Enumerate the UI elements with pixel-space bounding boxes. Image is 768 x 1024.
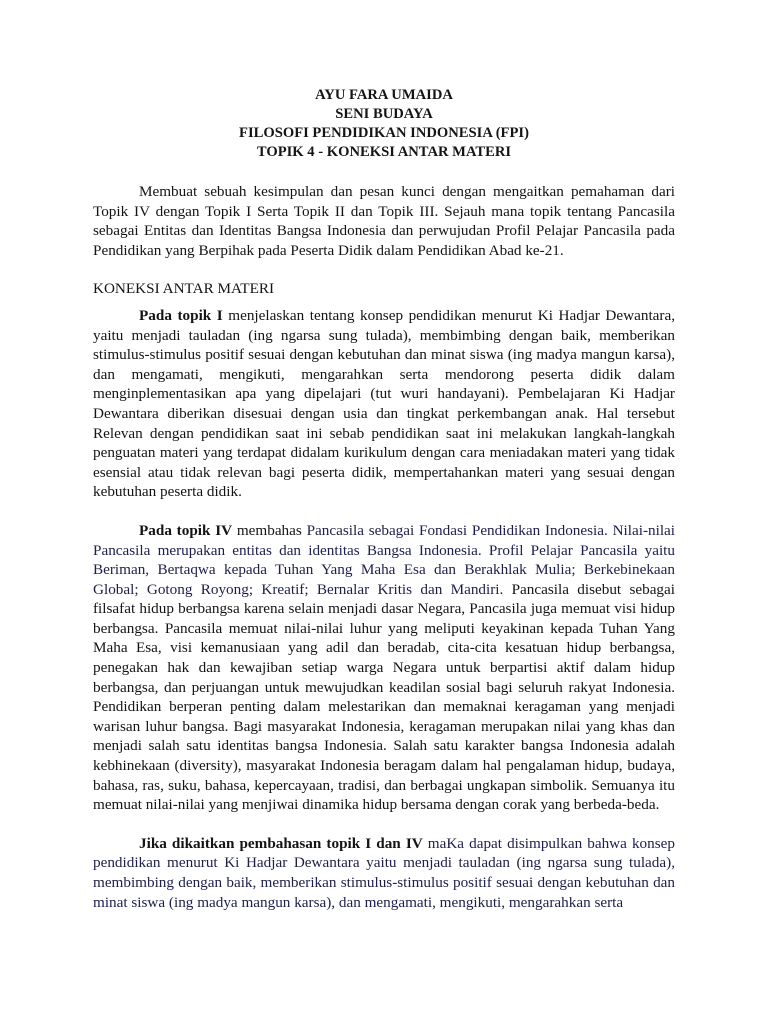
intro-paragraph: Membuat sebuah kesimpulan dan pesan kunci dengan mengaitkan pemahaman dari Topik IV dengan Topik I Serta Topik II dan Topik III. Sejauh mana topik tentang Pancasila sebagai Entitas dan Identitas Bangsa Indonesia dan perwujudan Profil Pelajar Pancasila pada Pendidikan yang Berpihak pada Peserta Didik dalam Pendidikan Abad ke-21. bbox=[93, 183, 675, 259]
subject-title: SENI BUDAYA bbox=[335, 106, 433, 122]
paragraph-topik-4-verb: membahas bbox=[232, 521, 307, 539]
paragraph-kaitan bbox=[93, 834, 675, 912]
paragraph-topik-4-highlight: Pancasila sebagai Fondasi Pendidikan Indonesia. Nilai-nilai Pancasila merupakan entitas dan identitas Bangsa Indonesia. Profil Pelajar Pancasila yaitu Beriman, Bertaqwa kepada Tuhan Yang Maha Esa dan Berakhlak Mulia; Berkebinekaan Global; Gotong Royong; Kreatif; Bernalar Kritis dan Mandiri. bbox=[93, 521, 675, 598]
topic-title: TOPIK 4 - KONEKSI ANTAR MATERI bbox=[256, 144, 512, 160]
paragraph-topik-1 bbox=[93, 306, 675, 502]
section-heading: KONEKSI ANTAR MATERI bbox=[93, 280, 275, 298]
paragraph-topik-4-body: Pancasila disebut sebagai filsafat hidup berbangsa karena selain menjadi dasar Negara, Pancasila juga memuat visi hidup berbangsa. Pancasila memuat nilai-nilai luhur yang meliputi keyakinan kepada Tuhan Yang Maha Esa, visi kemanusiaan yang adil dan beradab, cita-cita kesatuan hidup berbangsa, penegakan hak dan kewajiban setiap warga Negara untuk berpartisi aktif dalam hidup berbangsa, dan perjuangan untuk mewujudkan keadilan sosial bagi seluruh rakyat Indonesia. Pendidikan berperan penting dalam melestarikan dan memaknai keragaman yang menjadi warisan luhur bangsa. Bagi masyarakat Indonesia, keragaman merupakan nilai yang khas dan menjadi salah satu identitas bangsa Indonesia. Salah satu karakter bangsa Indonesia adalah kebhinekaan (diversity), masyarakat Indonesia beragam dalam hal pengalaman hidup, budaya, bahasa, ras, suku, bahasa, kepercayaan, tradisi, dan berbagai ungkapan simbolik. Semuanya itu memuat nilai-nilai yang menjiwai dinamika hidup bersama dengan corak yang berbeda-beda. bbox=[93, 580, 675, 814]
author-name: AYU FARA UMAIDA bbox=[315, 87, 453, 103]
paragraph-topik-1-body: menjelaskan tentang konsep pendidikan menurut Ki Hadjar Dewantara, yaitu menjadi tauladan (ing ngarsa sung tulada), membimbing dengan baik, memberikan stimulus-stimulus positif sesuai dengan kebutuhan dan minat siswa (ing madya mangun karsa), dan mengamati, mengikuti, mengarahkan serta mendorong peserta didik dalam menginplementasikan apa yang dipelajari (tut wuri handayani). Pembelajaran Ki Hadjar Dewantara diberikan disesuai dengan usia dan tingkat perkembangan anak. Hal tersebut Relevan dengan pendidikan saat ini sebab pendidikan saat ini melakukan langkah-langkah penguatan materi yang terdapat didalam kurikulum dengan cara meniadakan materi yang tidak esensial atau tidak relevan bagi peserta didik, mempertahankan materi yang sesuai dengan kebutuhan peserta didik. bbox=[93, 306, 676, 501]
document-header bbox=[93, 86, 675, 162]
paragraph-topik-1-lead: Pada topik I bbox=[139, 306, 223, 324]
paragraph-topik-4-lead: Pada topik IV bbox=[139, 521, 233, 539]
document-page bbox=[93, 86, 675, 912]
paragraph-kaitan-body: maKa dapat disimpulkan bahwa konsep pendidikan menurut Ki Hadjar Dewantara yaitu menjadi tauladan (ing ngarsa sung tulada), membimbing dengan baik, memberikan stimulus-stimulus positif sesuai dengan kebutuhan dan minat siswa (ing madya mangun karsa), dan mengamati, mengikuti, mengarahkan serta bbox=[93, 834, 675, 911]
paragraph-topik-4 bbox=[93, 521, 675, 815]
paragraph-kaitan-lead: Jika dikaitkan pembahasan topik I dan IV bbox=[139, 834, 423, 852]
course-title: FILOSOFI PENDIDIKAN INDONESIA (FPI) bbox=[239, 125, 529, 141]
